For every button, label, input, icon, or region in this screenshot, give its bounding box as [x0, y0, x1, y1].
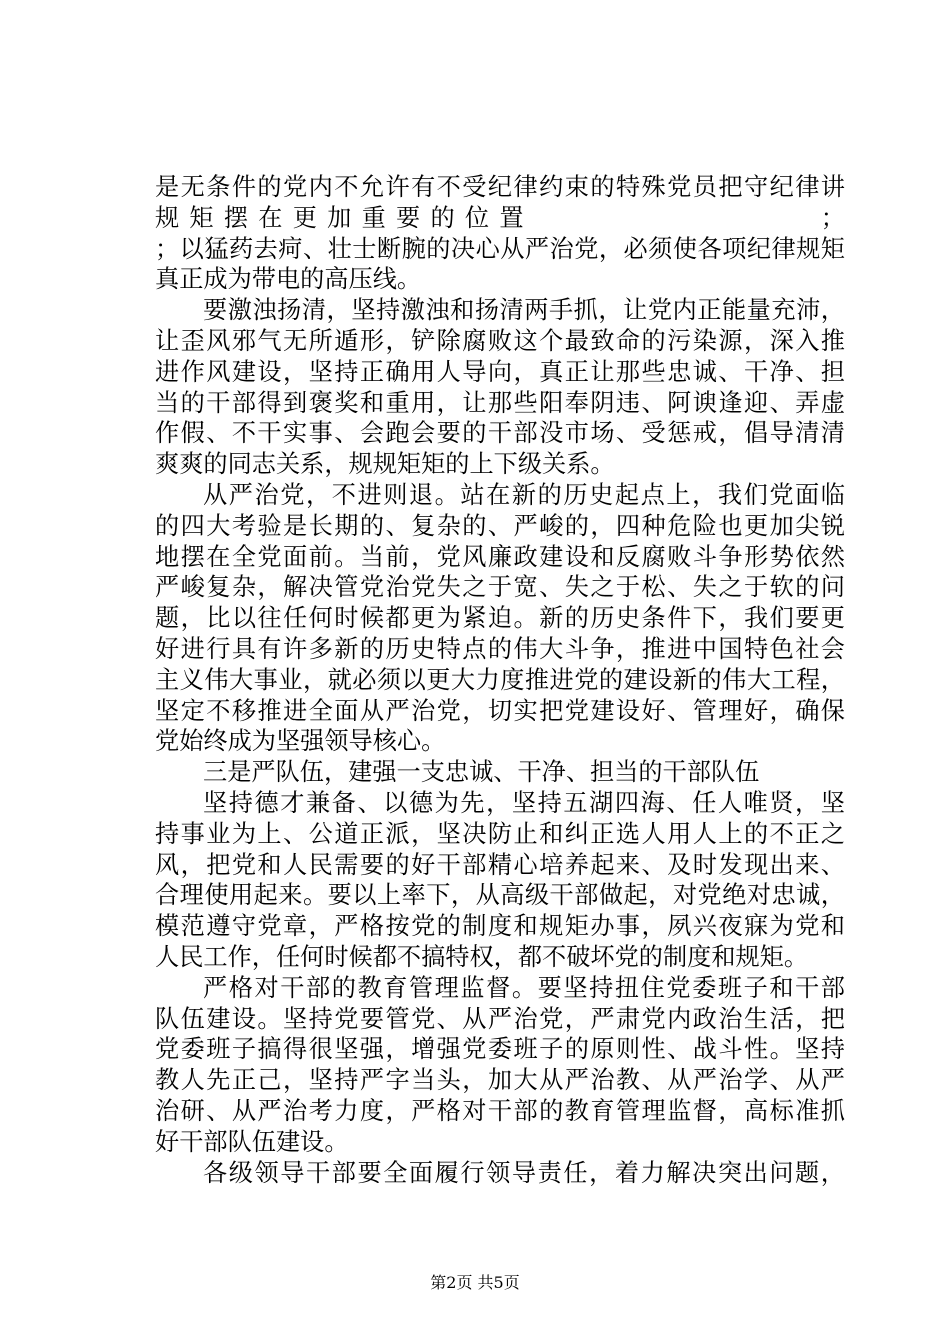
- text-line: 进作风建设，坚持正确用人导向，真正让那些忠诚、干净、担: [155, 357, 845, 386]
- text-line: 题，比以往任何时候都更为紧迫。新的历史条件下，我们要更: [155, 604, 845, 633]
- text-line: 规矩摆在更加重要的位置 ；: [155, 203, 845, 232]
- page-number-footer: 第2页 共5页: [430, 1273, 520, 1292]
- text-line: 真正成为带电的高压线。: [155, 265, 422, 294]
- text-line: 的四大考验是长期的、复杂的、严峻的，四种危险也更加尖锐: [155, 511, 845, 540]
- text-line: 党委班子搞得很坚强，增强党委班子的原则性、战斗性。坚持: [155, 1035, 845, 1064]
- text-line: 要激浊扬清，坚持激浊和扬清两手抓，让党内正能量充沛，: [203, 296, 845, 325]
- text-line: 持事业为上、公道正派，坚决防止和纠正选人用人上的不正之: [155, 819, 845, 848]
- text-line: 风，把党和人民需要的好干部精心培养起来、及时发现出来、: [155, 850, 845, 879]
- text-line: 模范遵守党章，严格按党的制度和规矩办事，夙兴夜寐为党和: [155, 912, 845, 941]
- text-line: 让歪风邪气无所遁形，铲除腐败这个最致命的污染源，深入推: [155, 326, 845, 355]
- text-line: 治研、从严治考力度，严格对干部的教育管理监督，高标准抓: [155, 1096, 845, 1125]
- text-line: 爽爽的同志关系，规规矩矩的上下级关系。: [155, 450, 615, 479]
- text-line: 当的干部得到褒奖和重用，让那些阳奉阴违、阿谀逢迎、弄虚: [155, 388, 845, 417]
- text-line: 严峻复杂，解决管党治党失之于宽、失之于松、失之于软的问: [155, 573, 845, 602]
- section-heading: 三是严队伍，建强一支忠诚、干净、担当的干部队伍: [203, 758, 760, 787]
- text-line: 作假、不干实事、会跑会要的干部没市场、受惩戒，倡导清清: [155, 419, 845, 448]
- text-line: 人民工作，任何时候都不搞特权，都不破坏党的制度和规矩。: [155, 942, 809, 971]
- text-line: 坚定不移推进全面从严治党，切实把党建设好、管理好，确保: [155, 696, 845, 725]
- text-line: ；以猛药去疴、壮士断腕的决心从严治党，必须使各项纪律规矩: [155, 234, 845, 263]
- text-line: 坚持德才兼备、以德为先，坚持五湖四海、任人唯贤，坚: [203, 788, 845, 817]
- text-line: 好干部队伍建设。: [155, 1127, 349, 1156]
- text-line: 主义伟大事业，就必须以更大力度推进党的建设新的伟大工程，: [155, 665, 845, 694]
- text-line: 各级领导干部要全面履行领导责任，着力解决突出问题，: [203, 1158, 845, 1187]
- text-line: 是无条件的党内不允许有不受纪律约束的特殊党员把守纪律讲: [155, 173, 845, 201]
- text-line: 好进行具有许多新的历史特点的伟大斗争，推进中国特色社会: [155, 634, 845, 663]
- text-line: 严格对干部的教育管理监督。要坚持扭住党委班子和干部: [203, 973, 845, 1002]
- text-line: 教人先正己，坚持严字当头，加大从严治教、从严治学、从严: [155, 1066, 845, 1095]
- body-text: [155, 172, 845, 1188]
- text-line: 地摆在全党面前。当前，党风廉政建设和反腐败斗争形势依然: [155, 542, 845, 571]
- text-line: 合理使用起来。要以上率下，从高级干部做起，对党绝对忠诚，: [155, 881, 845, 910]
- text-line: 队伍建设。坚持党要管党、从严治党，严肃党内政治生活，把: [155, 1004, 845, 1033]
- text-line: 从严治党，不进则退。站在新的历史起点上，我们党面临: [203, 480, 845, 509]
- text-line: 党始终成为坚强领导核心。: [155, 727, 446, 756]
